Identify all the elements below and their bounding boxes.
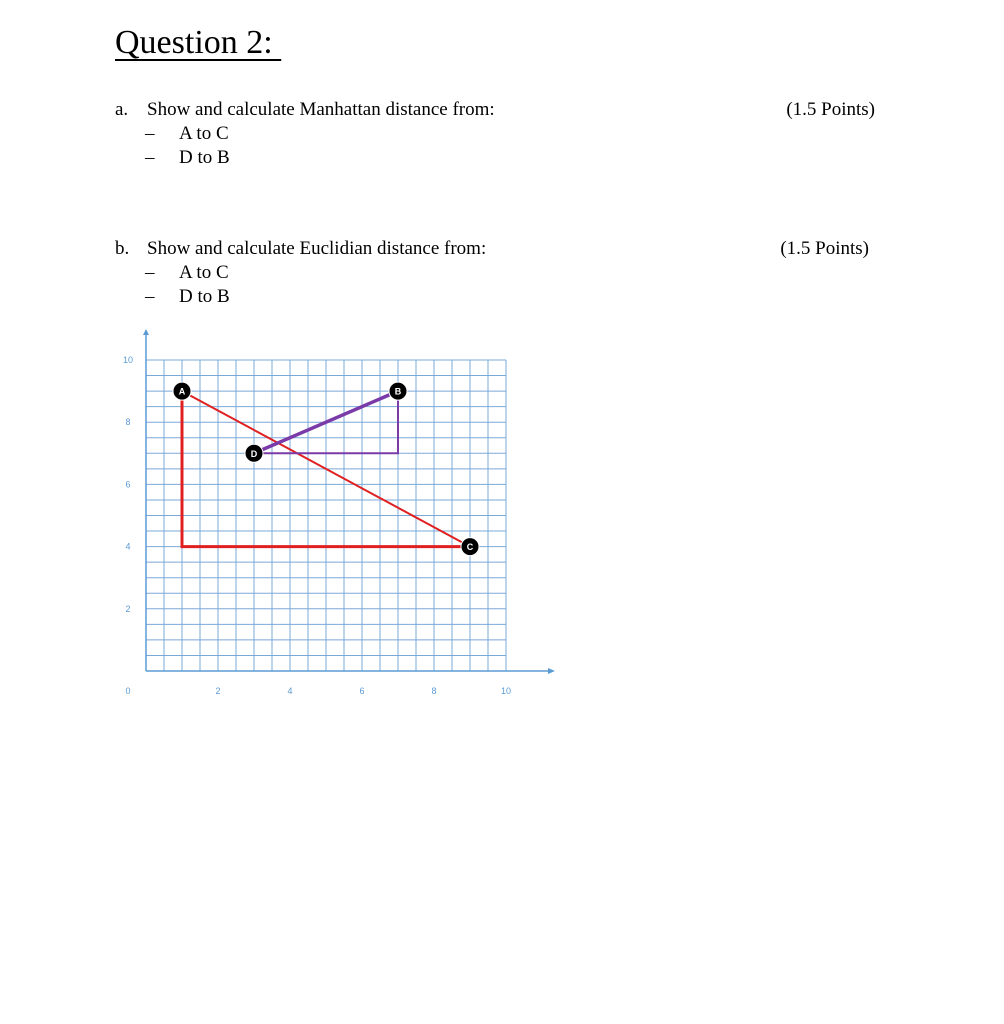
part-a xyxy=(115,98,875,170)
x-tick-label: 2 xyxy=(215,686,221,696)
point-label-b: B xyxy=(394,386,402,397)
list-item xyxy=(115,285,869,309)
part-a-points: (1.5 Points) xyxy=(786,99,875,120)
list-dash: – xyxy=(145,147,155,168)
x-tick-label: 4 xyxy=(287,686,293,696)
list-dash: – xyxy=(145,123,155,144)
part-a-text: Show and calculate Manhattan distance from: xyxy=(147,99,495,120)
y-tick-label: 10 xyxy=(122,355,134,365)
y-axis-arrow-icon xyxy=(143,329,149,335)
list-item-text: A to C xyxy=(179,123,229,144)
part-b xyxy=(115,237,869,309)
list-item xyxy=(115,261,869,285)
list-item-text: D to B xyxy=(179,286,230,307)
distance-chart xyxy=(110,325,570,710)
part-b-text: Show and calculate Euclidian distance from: xyxy=(147,238,487,259)
x-tick-label: 8 xyxy=(431,686,437,696)
list-item-text: A to C xyxy=(179,262,229,283)
list-dash: – xyxy=(145,286,155,307)
y-tick-label: 6 xyxy=(125,479,131,490)
y-tick-label: 2 xyxy=(125,603,131,614)
chart-svg xyxy=(110,325,570,710)
part-b-letter: b. xyxy=(115,238,130,259)
y-tick-label: 8 xyxy=(125,417,131,428)
x-tick-label: 0 xyxy=(125,686,131,696)
part-b-points: (1.5 Points) xyxy=(780,238,869,259)
y-tick-label: 4 xyxy=(125,541,131,552)
point-label-a: A xyxy=(178,386,186,397)
part-a-letter: a. xyxy=(115,99,129,120)
list-dash: – xyxy=(145,262,155,283)
list-item xyxy=(115,122,875,146)
point-label-c: C xyxy=(466,542,474,553)
x-tick-label: 10 xyxy=(500,686,512,696)
question-title: Question 2: xyxy=(115,24,282,61)
list-item-text: D to B xyxy=(179,147,230,168)
point-label-d: D xyxy=(250,448,258,459)
x-tick-label: 6 xyxy=(359,686,365,696)
list-item xyxy=(115,146,875,170)
x-axis-arrow-icon xyxy=(548,668,555,674)
